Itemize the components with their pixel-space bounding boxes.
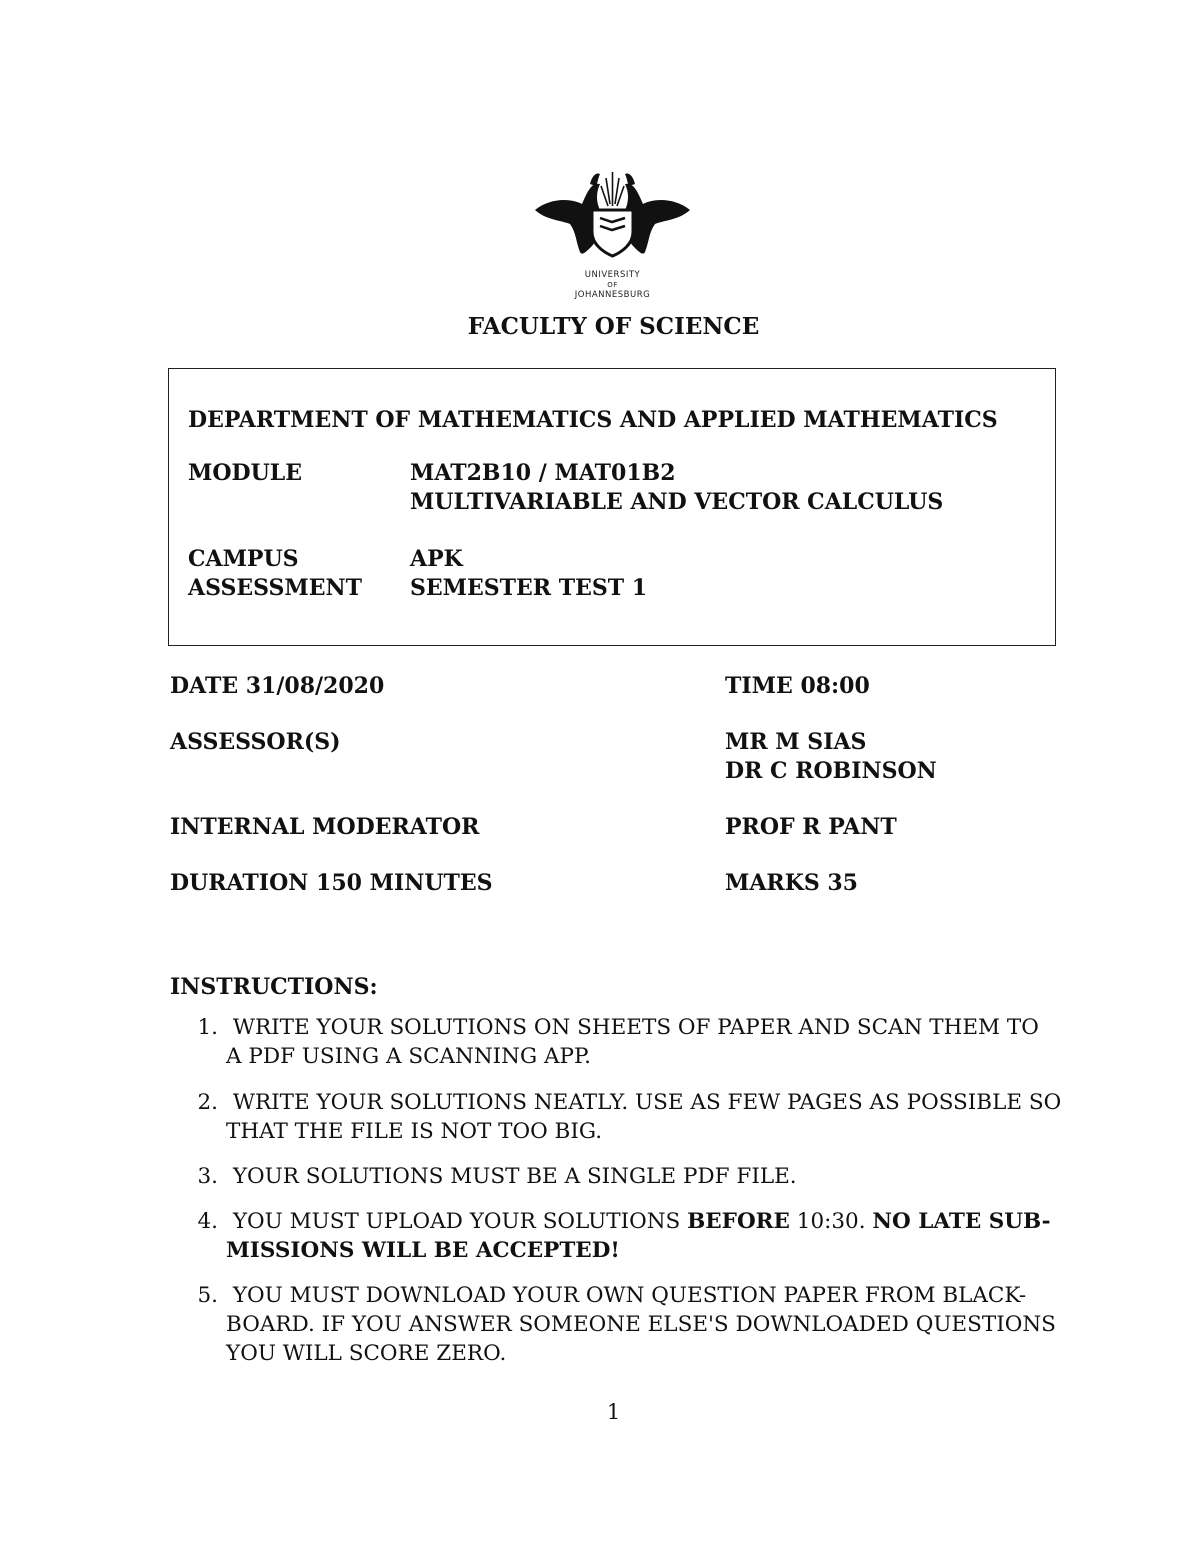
logo-text-of: OF	[607, 281, 618, 289]
instruction-item	[192, 1281, 1056, 1368]
assessment-label: ASSESSMENT	[188, 575, 363, 601]
crest-icon	[530, 170, 695, 265]
marks: MARKS 35	[725, 870, 858, 896]
faculty-title: FACULTY OF SCIENCE	[467, 313, 760, 340]
instruction-item	[192, 1088, 1061, 1146]
instruction-text: BOARD. IF YOU ANSWER SOMEONE ELSE'S DOWNLOADED QUESTIONS	[226, 1312, 1056, 1337]
campus-label: CAMPUS	[188, 546, 299, 572]
module-code: MAT2B10 / MAT01B2	[410, 460, 676, 486]
test-date: DATE 31/08/2020	[170, 673, 385, 699]
instruction-text: A PDF USING A SCANNING APP.	[226, 1044, 591, 1069]
instruction-text: YOU MUST UPLOAD YOUR SOLUTIONS	[232, 1209, 688, 1234]
instruction-text: WRITE YOUR SOLUTIONS NEATLY. USE AS FEW PAGES AS POSSIBLE SO	[232, 1090, 1062, 1115]
instruction-text: WRITE YOUR SOLUTIONS ON SHEETS OF PAPER AND SCAN THEM TO	[232, 1015, 1039, 1040]
instructions-heading: INSTRUCTIONS:	[170, 974, 378, 1000]
duration: DURATION 150 MINUTES	[170, 870, 493, 896]
moderator-label: INTERNAL MODERATOR	[170, 814, 480, 840]
assessment-value: SEMESTER TEST 1	[410, 575, 648, 601]
instruction-number: 2.	[197, 1090, 218, 1115]
instruction-emphasis: NO LATE SUB-	[872, 1209, 1051, 1234]
instruction-text: YOU WILL SCORE ZERO.	[226, 1341, 507, 1366]
instruction-text: YOUR SOLUTIONS MUST BE A SINGLE PDF FILE.	[232, 1164, 797, 1189]
instruction-number: 4.	[197, 1209, 218, 1234]
instruction-item	[192, 1013, 1039, 1071]
logo-text-johannesburg: JOHANNESBURG	[574, 290, 651, 300]
instruction-emphasis: MISSIONS WILL BE ACCEPTED!	[226, 1238, 620, 1263]
assessor-1: MR M SIAS	[725, 729, 867, 755]
campus-value: APK	[410, 546, 463, 572]
logo-text-university: UNIVERSITY	[584, 270, 641, 280]
department-name: DEPARTMENT OF MATHEMATICS AND APPLIED MATHEMATICS	[188, 407, 998, 433]
module-label: MODULE	[188, 460, 303, 486]
instruction-text: YOU MUST DOWNLOAD YOUR OWN QUESTION PAPER FROM BLACK-	[232, 1283, 1027, 1308]
instruction-number: 5.	[197, 1283, 218, 1308]
page-number: 1	[606, 1400, 621, 1424]
instruction-item	[192, 1162, 797, 1191]
instruction-emphasis: BEFORE	[687, 1209, 790, 1234]
university-logo	[530, 170, 695, 305]
instruction-text: 10:30.	[789, 1209, 873, 1234]
assessors-label: ASSESSOR(S)	[170, 729, 341, 755]
test-time: TIME 08:00	[725, 673, 870, 699]
instruction-number: 1.	[197, 1015, 218, 1040]
instruction-number: 3.	[197, 1164, 218, 1189]
instruction-text: THAT THE FILE IS NOT TOO BIG.	[226, 1119, 603, 1144]
instruction-item	[192, 1207, 1051, 1265]
moderator-value: PROF R PANT	[725, 814, 897, 840]
assessor-2: DR C ROBINSON	[725, 758, 937, 784]
module-name: MULTIVARIABLE AND VECTOR CALCULUS	[410, 489, 944, 515]
